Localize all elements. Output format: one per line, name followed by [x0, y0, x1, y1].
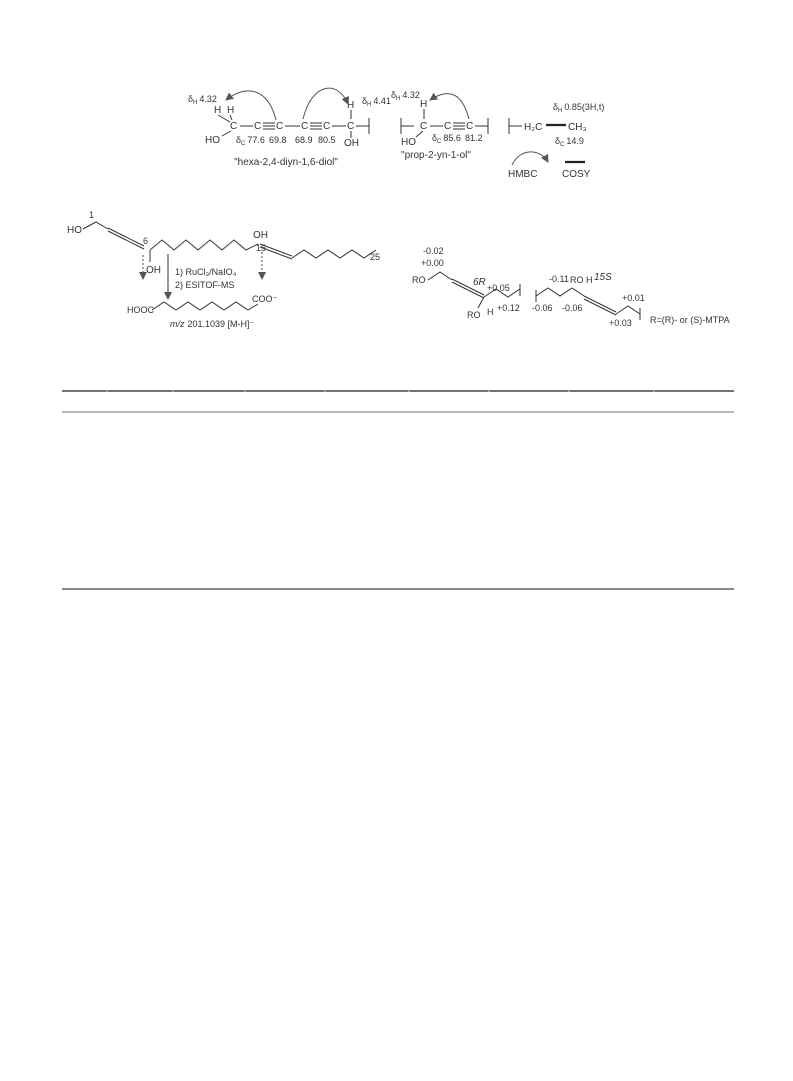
bond — [478, 297, 484, 308]
carbon-atom: C — [420, 121, 428, 132]
delta-value: +0.01 — [622, 293, 645, 303]
carbon-atom: C — [347, 121, 355, 132]
mosher-right — [532, 272, 730, 328]
delta-c-label: $\delta_C$ 85.6 — [432, 133, 461, 145]
nmr-legend — [508, 152, 591, 180]
hmbc-arrow — [303, 88, 348, 119]
atom-number: 6 — [143, 236, 149, 246]
hydroxyl-label: OH — [344, 138, 359, 149]
hydroxyl-label: OH — [146, 265, 161, 276]
hydrogen-label: H — [586, 275, 593, 285]
delta-h-right: $\delta_H$ 4.41 — [362, 96, 391, 108]
carbon-atom: C — [301, 121, 309, 132]
chain-bond — [428, 272, 452, 280]
methyl-label: CH₃ — [568, 122, 587, 133]
reaction-step-2: 2) ESITOF-MS — [175, 280, 235, 290]
product-acid-right: COO⁻ — [252, 294, 278, 304]
delta-h-left: $\delta_H$ 4.32 — [188, 94, 217, 106]
atom-number: 1 — [89, 210, 95, 220]
delta-c-label: $\delta_C$ 14.9 — [555, 136, 584, 148]
fragment-hexadiyndiol — [188, 88, 391, 168]
delta-value: -0.11 — [549, 274, 569, 284]
stereo-label: 15S — [594, 272, 612, 283]
carbon-atom: C — [444, 121, 452, 132]
hydroxyl-label: HO — [205, 135, 220, 146]
product-acid-left: HOOC — [127, 305, 154, 315]
carbon-atom: C — [323, 121, 331, 132]
chain-bond — [150, 240, 258, 250]
delta-c-value: 80.5 — [318, 135, 336, 145]
hydrogen-label: H — [347, 100, 355, 111]
delta-c-value: 81.2 — [465, 133, 483, 143]
methylene-label: H₂C — [524, 122, 543, 133]
triple-bond — [276, 253, 292, 259]
fragment-name: "hexa-2,4-diyn-1,6-diol" — [234, 157, 338, 168]
fragment-propynol — [391, 90, 488, 161]
delta-c-label: $\delta_C$ 77.6 — [236, 135, 265, 147]
delta-value: +0.00 — [421, 258, 444, 268]
delta-value: -0.02 — [423, 246, 444, 256]
bond — [218, 115, 230, 122]
delta-value: -0.06 — [532, 303, 553, 313]
hydroxyl-label: OH — [253, 230, 268, 241]
delta-h-label: $\delta_H$ 0.85(3H,t) — [553, 102, 605, 114]
atom-number: 25 — [370, 252, 381, 262]
chain-bond — [292, 250, 376, 258]
ester-label: RO — [467, 310, 481, 320]
reaction-step-1: 1) RuCl₃/NaIO₄ — [175, 267, 237, 277]
hydrogen-label: H — [487, 307, 494, 317]
delta-value: +0.12 — [497, 303, 520, 313]
delta-h-label: $\delta_H$ 4.32 — [391, 90, 420, 102]
product-chain — [152, 302, 258, 310]
table-rules — [62, 390, 734, 589]
chain-bond — [616, 306, 640, 314]
stereo-label: 6R — [473, 277, 486, 288]
carbon-atom: C — [466, 121, 474, 132]
ester-label: RO — [412, 275, 426, 285]
delta-value: +0.05 — [487, 283, 510, 293]
fragment-ethyl — [509, 102, 604, 148]
fragment-name: "prop-2-yn-1-ol" — [401, 150, 471, 161]
hydroxyl-label: HO — [401, 137, 416, 148]
delta-c-value: 69.8 — [269, 135, 287, 145]
hmbc-legend-label: HMBC — [508, 169, 538, 180]
carbon-atom: C — [276, 121, 284, 132]
chain-bond — [83, 222, 108, 229]
triple-bond — [276, 250, 292, 256]
mass-result: m/z 201.1039 [M-H]⁻ — [170, 319, 255, 329]
hydrogen-label: H — [227, 105, 235, 116]
hmbc-legend-arrow — [512, 152, 548, 165]
hydroxyl-label: HO — [67, 225, 82, 236]
full-structure — [67, 210, 380, 329]
hydrogen-label: H — [214, 105, 222, 116]
r-definition: R=(R)- or (S)-MTPA — [650, 315, 730, 325]
atom-number: 15 — [256, 243, 267, 253]
bond — [222, 131, 231, 136]
delta-c-value: 68.9 — [295, 135, 313, 145]
chain-bond — [536, 288, 584, 296]
delta-value: +0.03 — [609, 318, 632, 328]
hmbc-arrow — [430, 94, 469, 119]
carbon-atom: C — [254, 121, 262, 132]
carbon-atom: C — [230, 121, 238, 132]
mosher-left — [412, 246, 520, 320]
delta-value: -0.06 — [562, 303, 583, 313]
cosy-legend-label: COSY — [562, 169, 591, 180]
ester-label: RO — [570, 275, 584, 285]
hydrogen-label: H — [420, 99, 428, 110]
